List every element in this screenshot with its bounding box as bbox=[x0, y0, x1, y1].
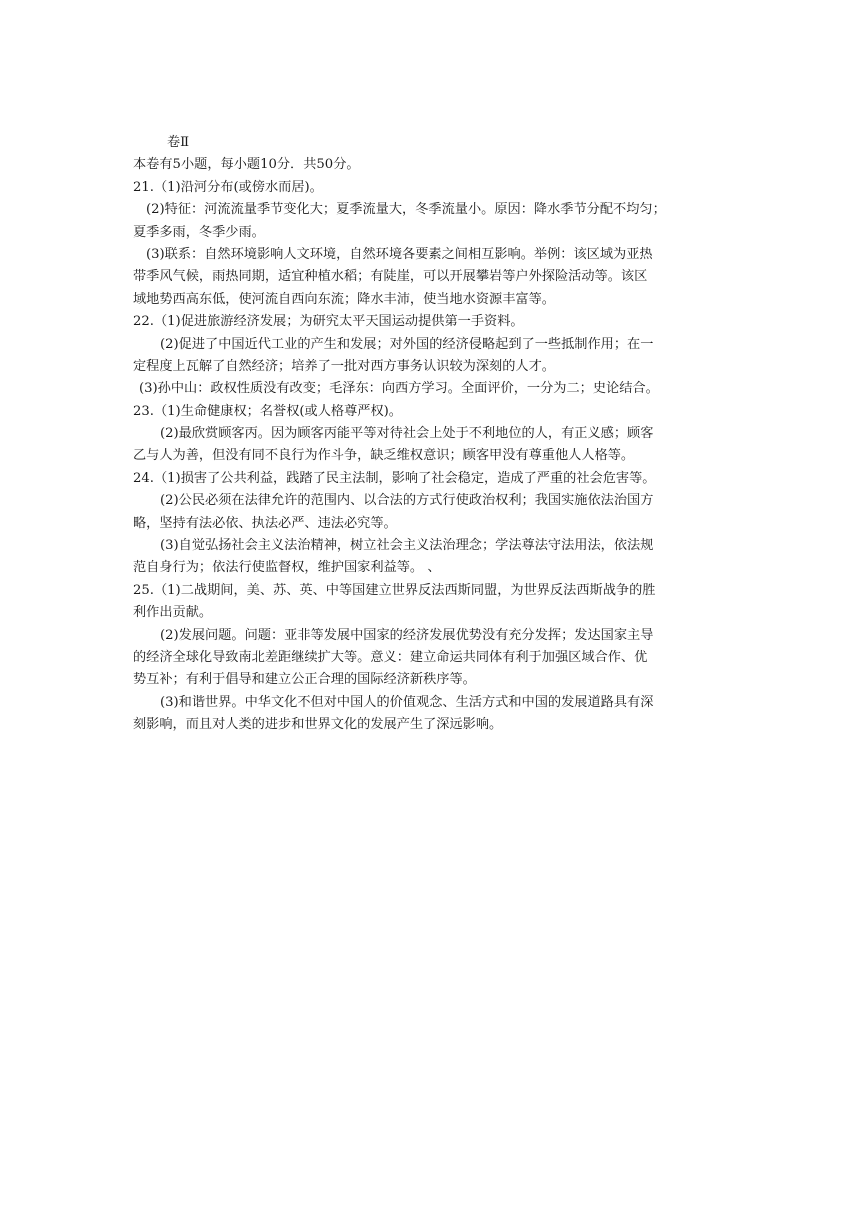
answer-22 bbox=[133, 311, 738, 401]
answer-22-line: 定程度上瓦解了自然经济；培养了一批对西方事务认识较为深刻的人才。 bbox=[133, 358, 555, 374]
answer-25-line: (2)发展问题。问题：亚非等发展中国家的经济发展优势没有充分发挥；发达国家主导 bbox=[160, 627, 654, 643]
answer-21-line: 夏季多雨，冬季少雨。 bbox=[133, 224, 265, 240]
answer-25-line: (3)和谐世界。中华文化不但对中国人的价值观念、生活方式和中国的发展道路具有深 bbox=[160, 694, 654, 710]
answer-key-content bbox=[133, 132, 738, 737]
answer-25 bbox=[133, 580, 738, 737]
answer-25-line: 25.（1)二战期间，美、苏、英、中等国建立世界反法西斯同盟，为世界反法西斯战争的胜 bbox=[133, 582, 656, 598]
answer-23-line: 乙与人为善，但没有同不良行为作斗争，缺乏维权意识；顾客甲没有尊重他人人格等。 bbox=[133, 448, 635, 464]
answer-21 bbox=[133, 177, 738, 311]
answer-23 bbox=[133, 401, 738, 468]
answer-23-line: 23.（1)生命健康权；名誉权(或人格尊严权)。 bbox=[133, 403, 402, 419]
answer-24-line: 24.（1)损害了公共利益，践踏了民主法制，影响了社会稳定，造成了严重的社会危害等。 bbox=[133, 470, 656, 486]
answer-25-line: 利作出贡献。 bbox=[133, 605, 213, 621]
answer-24-line: 范自身行为；依法行使监督权，维护国家利益等。 、 bbox=[133, 560, 441, 576]
answer-22-line: (3)孙中山：政权性质没有改变；毛泽东：向西方学习。全面评价，一分为二；史论结合。 bbox=[139, 381, 659, 397]
answer-24 bbox=[133, 468, 738, 580]
answer-22-line: 22.（1)促进旅游经济发展；为研究太平天国运动提供第一手资料。 bbox=[133, 314, 524, 330]
answer-22-line: (2)促进了中国近代工业的产生和发展；对外国的经济侵略起到了一些抵制作用；在一 bbox=[160, 336, 654, 352]
answer-21-line: 21.（1)沿河分布(或傍水而居)。 bbox=[133, 179, 323, 195]
section-intro: 本卷有5小题，每小题10分．共50分。 bbox=[133, 157, 360, 173]
answer-24-line: (2)公民必须在法律允许的范围内、以合法的方式行使政治权利；我国实施依法治国方 bbox=[160, 493, 654, 509]
answer-24-line: (3)自觉弘扬社会主义法治精神，树立社会主义法治理念；学法尊法守法用法，依法规 bbox=[160, 538, 654, 554]
answer-21-line: 带季风气候，雨热同期，适宜种植水稻；有陡崖，可以开展攀岩等户外探险活动等。该区 bbox=[133, 269, 648, 285]
answer-21-line: 域地势西高东低，使河流自西向东流；降水丰沛，使当地水资源丰富等。 bbox=[133, 291, 555, 307]
answer-24-line: 略，坚持有法必依、执法必严、违法必究等。 bbox=[133, 515, 397, 531]
answer-23-line: (2)最欣赏顾客丙。因为顾客丙能平等对待社会上处于不利地位的人，有正义感；顾客 bbox=[160, 426, 654, 442]
answer-25-line: 刻影响，而且对人类的进步和世界文化的发展产生了深远影响。 bbox=[133, 717, 503, 733]
answer-21-line: (3)联系：自然环境影响人文环境，自然环境各要素之间相互影响。举例：该区域为亚热 bbox=[146, 246, 653, 262]
answer-25-line: 的经济全球化导致南北差距继续扩大等。意义：建立命运共同体有利于加强区域合作、优 bbox=[133, 649, 648, 665]
answer-25-line: 势互补；有利于倡导和建立公正合理的国际经济新秩序等。 bbox=[133, 672, 476, 688]
answer-21-line: (2)特征：河流流量季节变化大；夏季流量大，冬季流量小。原因：降水季节分配不均匀； bbox=[146, 202, 666, 218]
section-title: 卷Ⅱ bbox=[167, 135, 190, 150]
